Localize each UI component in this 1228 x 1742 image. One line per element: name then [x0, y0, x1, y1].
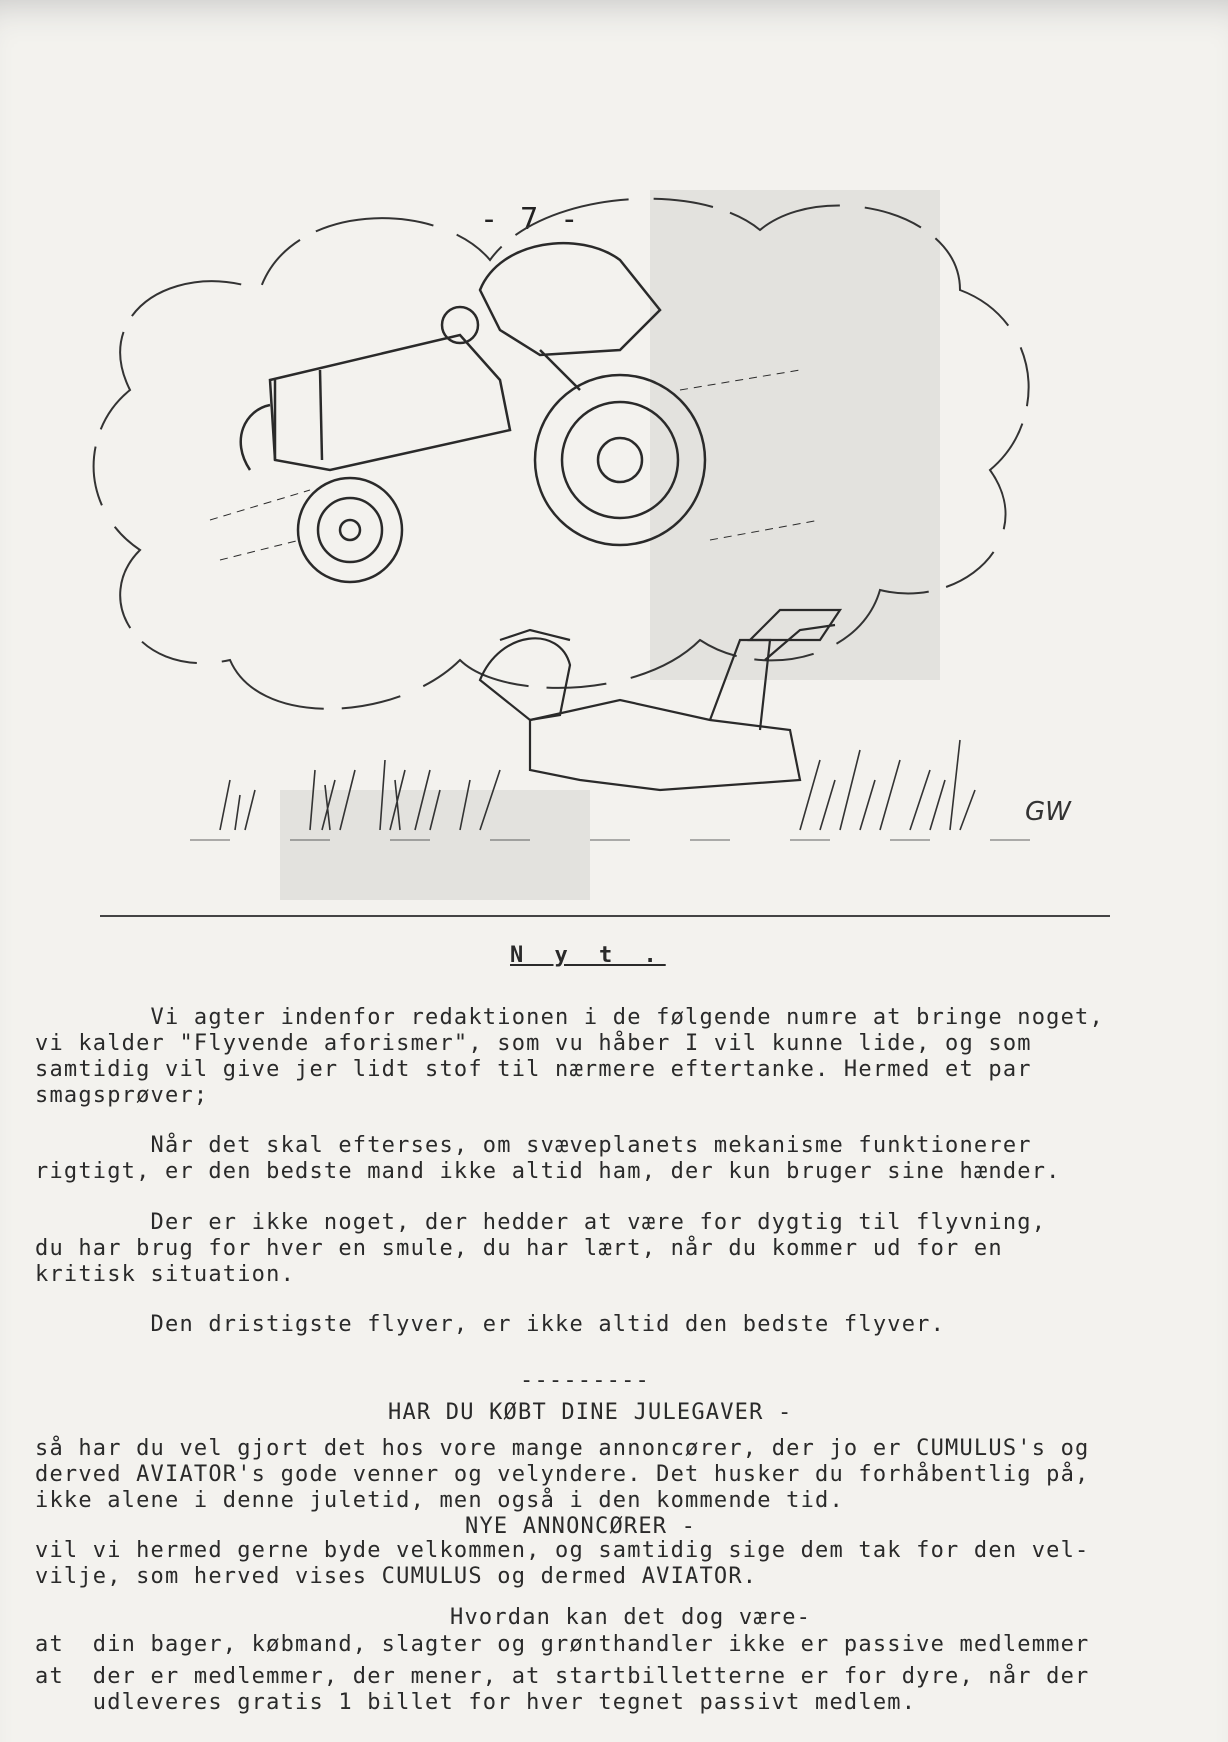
new-advertisers-paragraph	[35, 1538, 1090, 1590]
intro-line: samtidig vil give jer lidt stof til nærmere eftertanke. Hermed et par	[35, 1057, 1032, 1082]
aphorism-2	[35, 1210, 1046, 1288]
aphorism-line: rigtigt, er den bedste mand ikke altid ham, der kun bruger sine hænder.	[35, 1159, 1061, 1184]
aphorism-3: Den dristigste flyver, er ikke altid den bedste flyver.	[35, 1312, 946, 1337]
question-list	[35, 1632, 1090, 1716]
question-line: at din bager, købmand, slagter og grønthandler ikke er passive medlemmer	[35, 1632, 1090, 1657]
question-line: at der er medlemmer, der mener, at startbilletterne er for dyre, når der	[35, 1664, 1090, 1689]
aphorism-line: Når det skal efterses, om svæveplanets mekanisme funktionerer	[35, 1133, 1032, 1158]
divider-line	[100, 915, 1110, 917]
intro-paragraph	[35, 1005, 1104, 1109]
artist-signature: GW	[1025, 797, 1071, 827]
page-number: - 7 -	[480, 202, 581, 237]
question-heading: Hvordan kan det dog være-	[450, 1605, 812, 1630]
tractor-dream-illustration	[60, 140, 1140, 920]
separator-dashes: ---------	[520, 1368, 651, 1393]
new-advertisers-line: vilje, som herved vises CUMULUS og dermed AVIATOR.	[35, 1564, 758, 1589]
aphorism-line: kritisk situation.	[35, 1262, 296, 1287]
new-advertisers-heading: NYE ANNONCØRER -	[465, 1514, 697, 1539]
gifts-line: så har du vel gjort det hos vore mange annoncører, der jo er CUMULUS's og	[35, 1436, 1090, 1461]
aphorism-line: du har brug for hver en smule, du har lært, når du kommer ud for en	[35, 1236, 1003, 1261]
intro-line: vi kalder "Flyvende aforismer", som vu håber I vil kunne lide, og som	[35, 1031, 1032, 1056]
gifts-heading: HAR DU KØBT DINE JULEGAVER -	[388, 1400, 793, 1425]
aphorism-1	[35, 1133, 1061, 1185]
intro-line: smagsprøver;	[35, 1083, 209, 1108]
intro-line: Vi agter indenfor redaktionen i de følgende numre at bringe noget,	[35, 1005, 1104, 1030]
gifts-line: ikke alene i denne juletid, men også i den kommende tid.	[35, 1488, 844, 1513]
gifts-line: derved AVIATOR's gode venner og velyndere. Det husker du forhåbentlig på,	[35, 1462, 1090, 1487]
gifts-paragraph	[35, 1436, 1090, 1514]
question-line: udleveres gratis 1 billet for hver tegnet passivt medlem.	[35, 1690, 917, 1715]
aphorism-line: Der er ikke noget, der hedder at være for dygtig til flyvning,	[35, 1210, 1047, 1235]
new-advertisers-line: vil vi hermed gerne byde velkommen, og samtidig sige dem tak for den vel-	[35, 1538, 1090, 1563]
section-title: N y t .	[510, 943, 666, 968]
